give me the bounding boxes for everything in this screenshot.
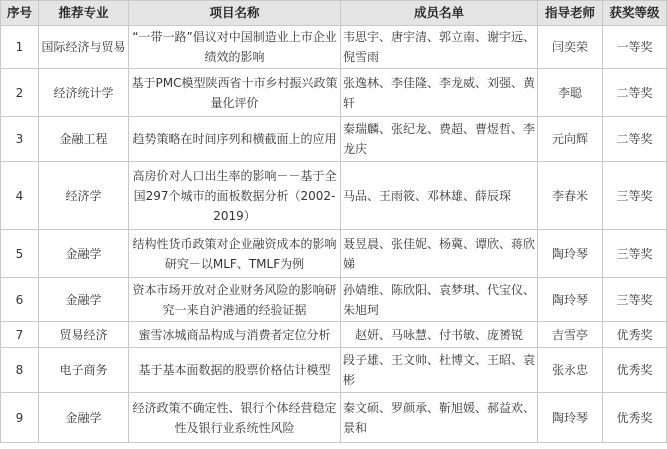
cell-seq: 1 bbox=[1, 26, 39, 69]
cell-award: 三等奖 bbox=[603, 230, 667, 278]
table-row bbox=[1, 278, 667, 322]
cell-project: 经济政策不确定性、银行个体经营稳定性及银行业系统性风险 bbox=[129, 393, 341, 443]
cell-project: 资本市场开放对企业财务风险的影响研究一来自沪港通的经验证据 bbox=[129, 278, 341, 322]
cell-award: 优秀奖 bbox=[603, 348, 667, 393]
cell-project: 高房价对人口出生率的影响－－基于全国297个城市的面板数据分析（2002-2019） bbox=[129, 162, 341, 230]
cell-award: 优秀奖 bbox=[603, 393, 667, 443]
cell-award: 三等奖 bbox=[603, 278, 667, 322]
cell-seq: 7 bbox=[1, 322, 39, 348]
cell-project: 趋势策略在时间序列和横截面上的应用 bbox=[129, 117, 341, 162]
cell-major: 金融学 bbox=[39, 278, 129, 322]
cell-members: 张逸林、李佳隆、李龙威、刘强、黄轩 bbox=[341, 69, 538, 117]
header-major: 推荐专业 bbox=[39, 1, 129, 26]
cell-advisor: 陶玲琴 bbox=[538, 393, 603, 443]
cell-seq: 4 bbox=[1, 162, 39, 230]
table-row bbox=[1, 117, 667, 162]
header-advisor: 指导老师 bbox=[538, 1, 603, 26]
cell-seq: 9 bbox=[1, 393, 39, 443]
cell-project: 基于PMC模型陕西省十市乡村振兴政策量化评价 bbox=[129, 69, 341, 117]
cell-members: 赵妍、马咏慧、付书敏、庞赟锐 bbox=[341, 322, 538, 348]
cell-seq: 6 bbox=[1, 278, 39, 322]
cell-project: 基于基本面数据的股票价格估计模型 bbox=[129, 348, 341, 393]
cell-advisor: 元向辉 bbox=[538, 117, 603, 162]
cell-members: 段子雄、王文帅、杜博文、王昭、袁彬 bbox=[341, 348, 538, 393]
cell-members: 孙婧维、陈欣阳、袁梦琪、代宝仪、朱旭珂 bbox=[341, 278, 538, 322]
cell-seq: 8 bbox=[1, 348, 39, 393]
cell-major: 经济学 bbox=[39, 162, 129, 230]
cell-advisor: 张永忠 bbox=[538, 348, 603, 393]
header-row bbox=[1, 1, 667, 26]
cell-award: 一等奖 bbox=[603, 26, 667, 69]
table-row bbox=[1, 230, 667, 278]
cell-seq: 2 bbox=[1, 69, 39, 117]
cell-award: 三等奖 bbox=[603, 162, 667, 230]
cell-award: 二等奖 bbox=[603, 69, 667, 117]
cell-seq: 5 bbox=[1, 230, 39, 278]
cell-advisor: 吉雪亭 bbox=[538, 322, 603, 348]
cell-advisor: 陶玲琴 bbox=[538, 230, 603, 278]
header-award: 获奖等级 bbox=[603, 1, 667, 26]
cell-members: 马品、王雨筱、邓林雄、薛辰琛 bbox=[341, 162, 538, 230]
cell-award: 二等奖 bbox=[603, 117, 667, 162]
table-row bbox=[1, 393, 667, 443]
cell-members: 韦思宇、唐宇清、郭立南、谢宇远、倪雪雨 bbox=[341, 26, 538, 69]
table-row bbox=[1, 348, 667, 393]
cell-advisor: 李聪 bbox=[538, 69, 603, 117]
cell-members: 秦瑞麟、张纪龙、费超、曹煜哲、李龙庆 bbox=[341, 117, 538, 162]
cell-advisor: 陶玲琴 bbox=[538, 278, 603, 322]
table-row bbox=[1, 322, 667, 348]
table-row bbox=[1, 26, 667, 69]
cell-major: 贸易经济 bbox=[39, 322, 129, 348]
cell-major: 金融学 bbox=[39, 230, 129, 278]
header-members: 成员名单 bbox=[341, 1, 538, 26]
table-row bbox=[1, 162, 667, 230]
cell-major: 金融学 bbox=[39, 393, 129, 443]
cell-members: 秦文硕、罗颜承、靳旭媛、郝益欢、景和 bbox=[341, 393, 538, 443]
cell-advisor: 李春米 bbox=[538, 162, 603, 230]
cell-award: 优秀奖 bbox=[603, 322, 667, 348]
cell-major: 电子商务 bbox=[39, 348, 129, 393]
cell-major: 经济统计学 bbox=[39, 69, 129, 117]
cell-project: 结构性货币政策对企业融资成本的影响研究－以MLF、TMLF为例 bbox=[129, 230, 341, 278]
header-project: 项目名称 bbox=[129, 1, 341, 26]
cell-advisor: 闫奕荣 bbox=[538, 26, 603, 69]
table-row bbox=[1, 69, 667, 117]
cell-project: 蜜雪冰城商品构成与消费者定位分析 bbox=[129, 322, 341, 348]
header-seq: 序号 bbox=[1, 1, 39, 26]
cell-major: 国际经济与贸易 bbox=[39, 26, 129, 69]
cell-major: 金融工程 bbox=[39, 117, 129, 162]
cell-seq: 3 bbox=[1, 117, 39, 162]
cell-members: 聂昱晨、张佳妮、杨冀、谭欣、蒋欣娣 bbox=[341, 230, 538, 278]
cell-project: “一带一路”倡议对中国制造业上市企业绩效的影响 bbox=[129, 26, 341, 69]
